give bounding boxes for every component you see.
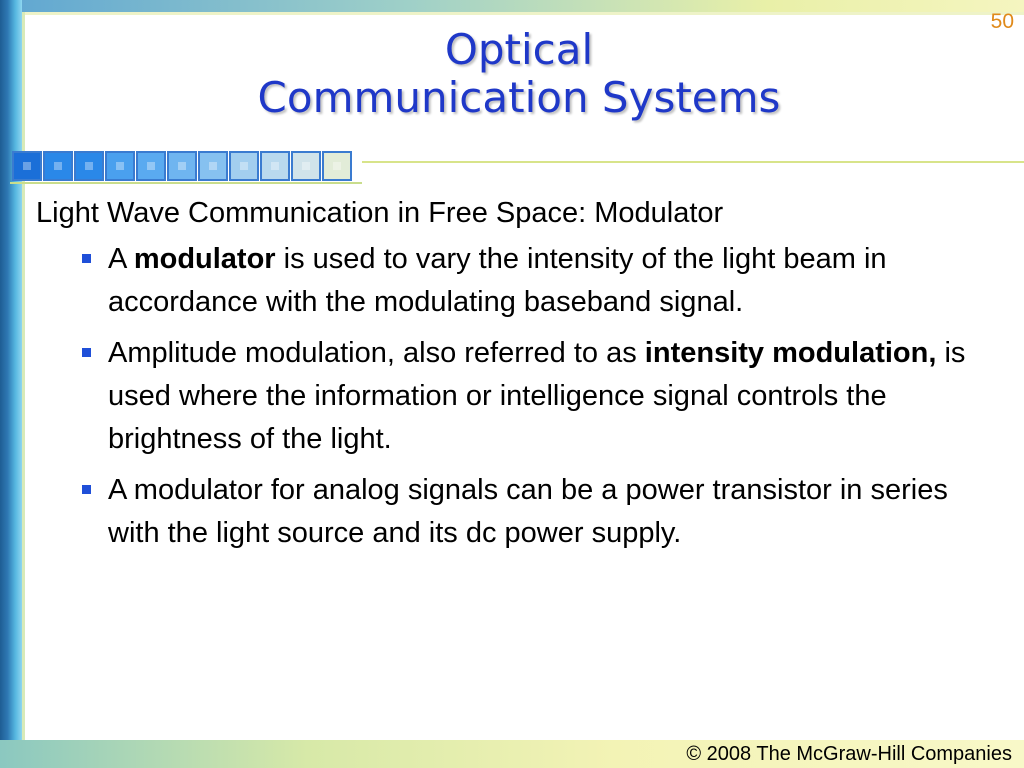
title-divider-line: [362, 161, 1024, 163]
decorative-square: [198, 151, 228, 181]
copyright-footer: © 2008 The McGraw-Hill Companies: [686, 743, 1012, 765]
bullet-text-after: is used where the information or intelligence signal controls the brightness of the light.: [108, 337, 966, 455]
slide-title: [24, 26, 1014, 122]
title-line-2: Communication Systems: [257, 73, 781, 122]
slide-body: [36, 192, 1006, 563]
top-border-band: [0, 0, 1024, 12]
decorative-square: [322, 151, 352, 181]
bullet-text-bold: modulator: [133, 243, 276, 275]
bullet-text-before: Amplitude modulation, also referred to as: [108, 337, 645, 369]
slide-number: 50: [990, 10, 1014, 33]
bullet-text-before: A modulator for analog signals can be a power transistor in series with the light source and its dc power supply.: [108, 474, 948, 549]
body-heading: Light Wave Communication in Free Space: Modulator: [36, 197, 724, 229]
title-divider-line-lower: [10, 182, 362, 184]
square-bullet-icon: [82, 348, 91, 357]
square-bullet-icon: [82, 485, 91, 494]
top-border-inner-line: [22, 12, 1024, 15]
bullet-text-after: is used to vary the intensity of the light beam in accordance with the modulating baseband signal.: [108, 243, 887, 318]
decorative-square: [291, 151, 321, 181]
decorative-square: [43, 151, 73, 181]
title-line-1: Optical: [444, 25, 594, 74]
decorative-square-strip: [12, 151, 353, 181]
decorative-square: [229, 151, 259, 181]
bullet-list: [36, 238, 1006, 555]
decorative-square: [105, 151, 135, 181]
decorative-square: [74, 151, 104, 181]
decorative-square: [136, 151, 166, 181]
square-bullet-icon: [82, 254, 91, 263]
decorative-square: [167, 151, 197, 181]
decorative-square: [260, 151, 290, 181]
bullet-item: [36, 238, 1006, 324]
bullet-text-before: A: [108, 243, 134, 275]
bullet-item: [36, 469, 1006, 555]
bullet-item: [36, 332, 1006, 461]
bullet-text-bold: intensity modulation,: [644, 337, 937, 369]
left-border-band: [0, 0, 22, 768]
decorative-square: [12, 151, 42, 181]
